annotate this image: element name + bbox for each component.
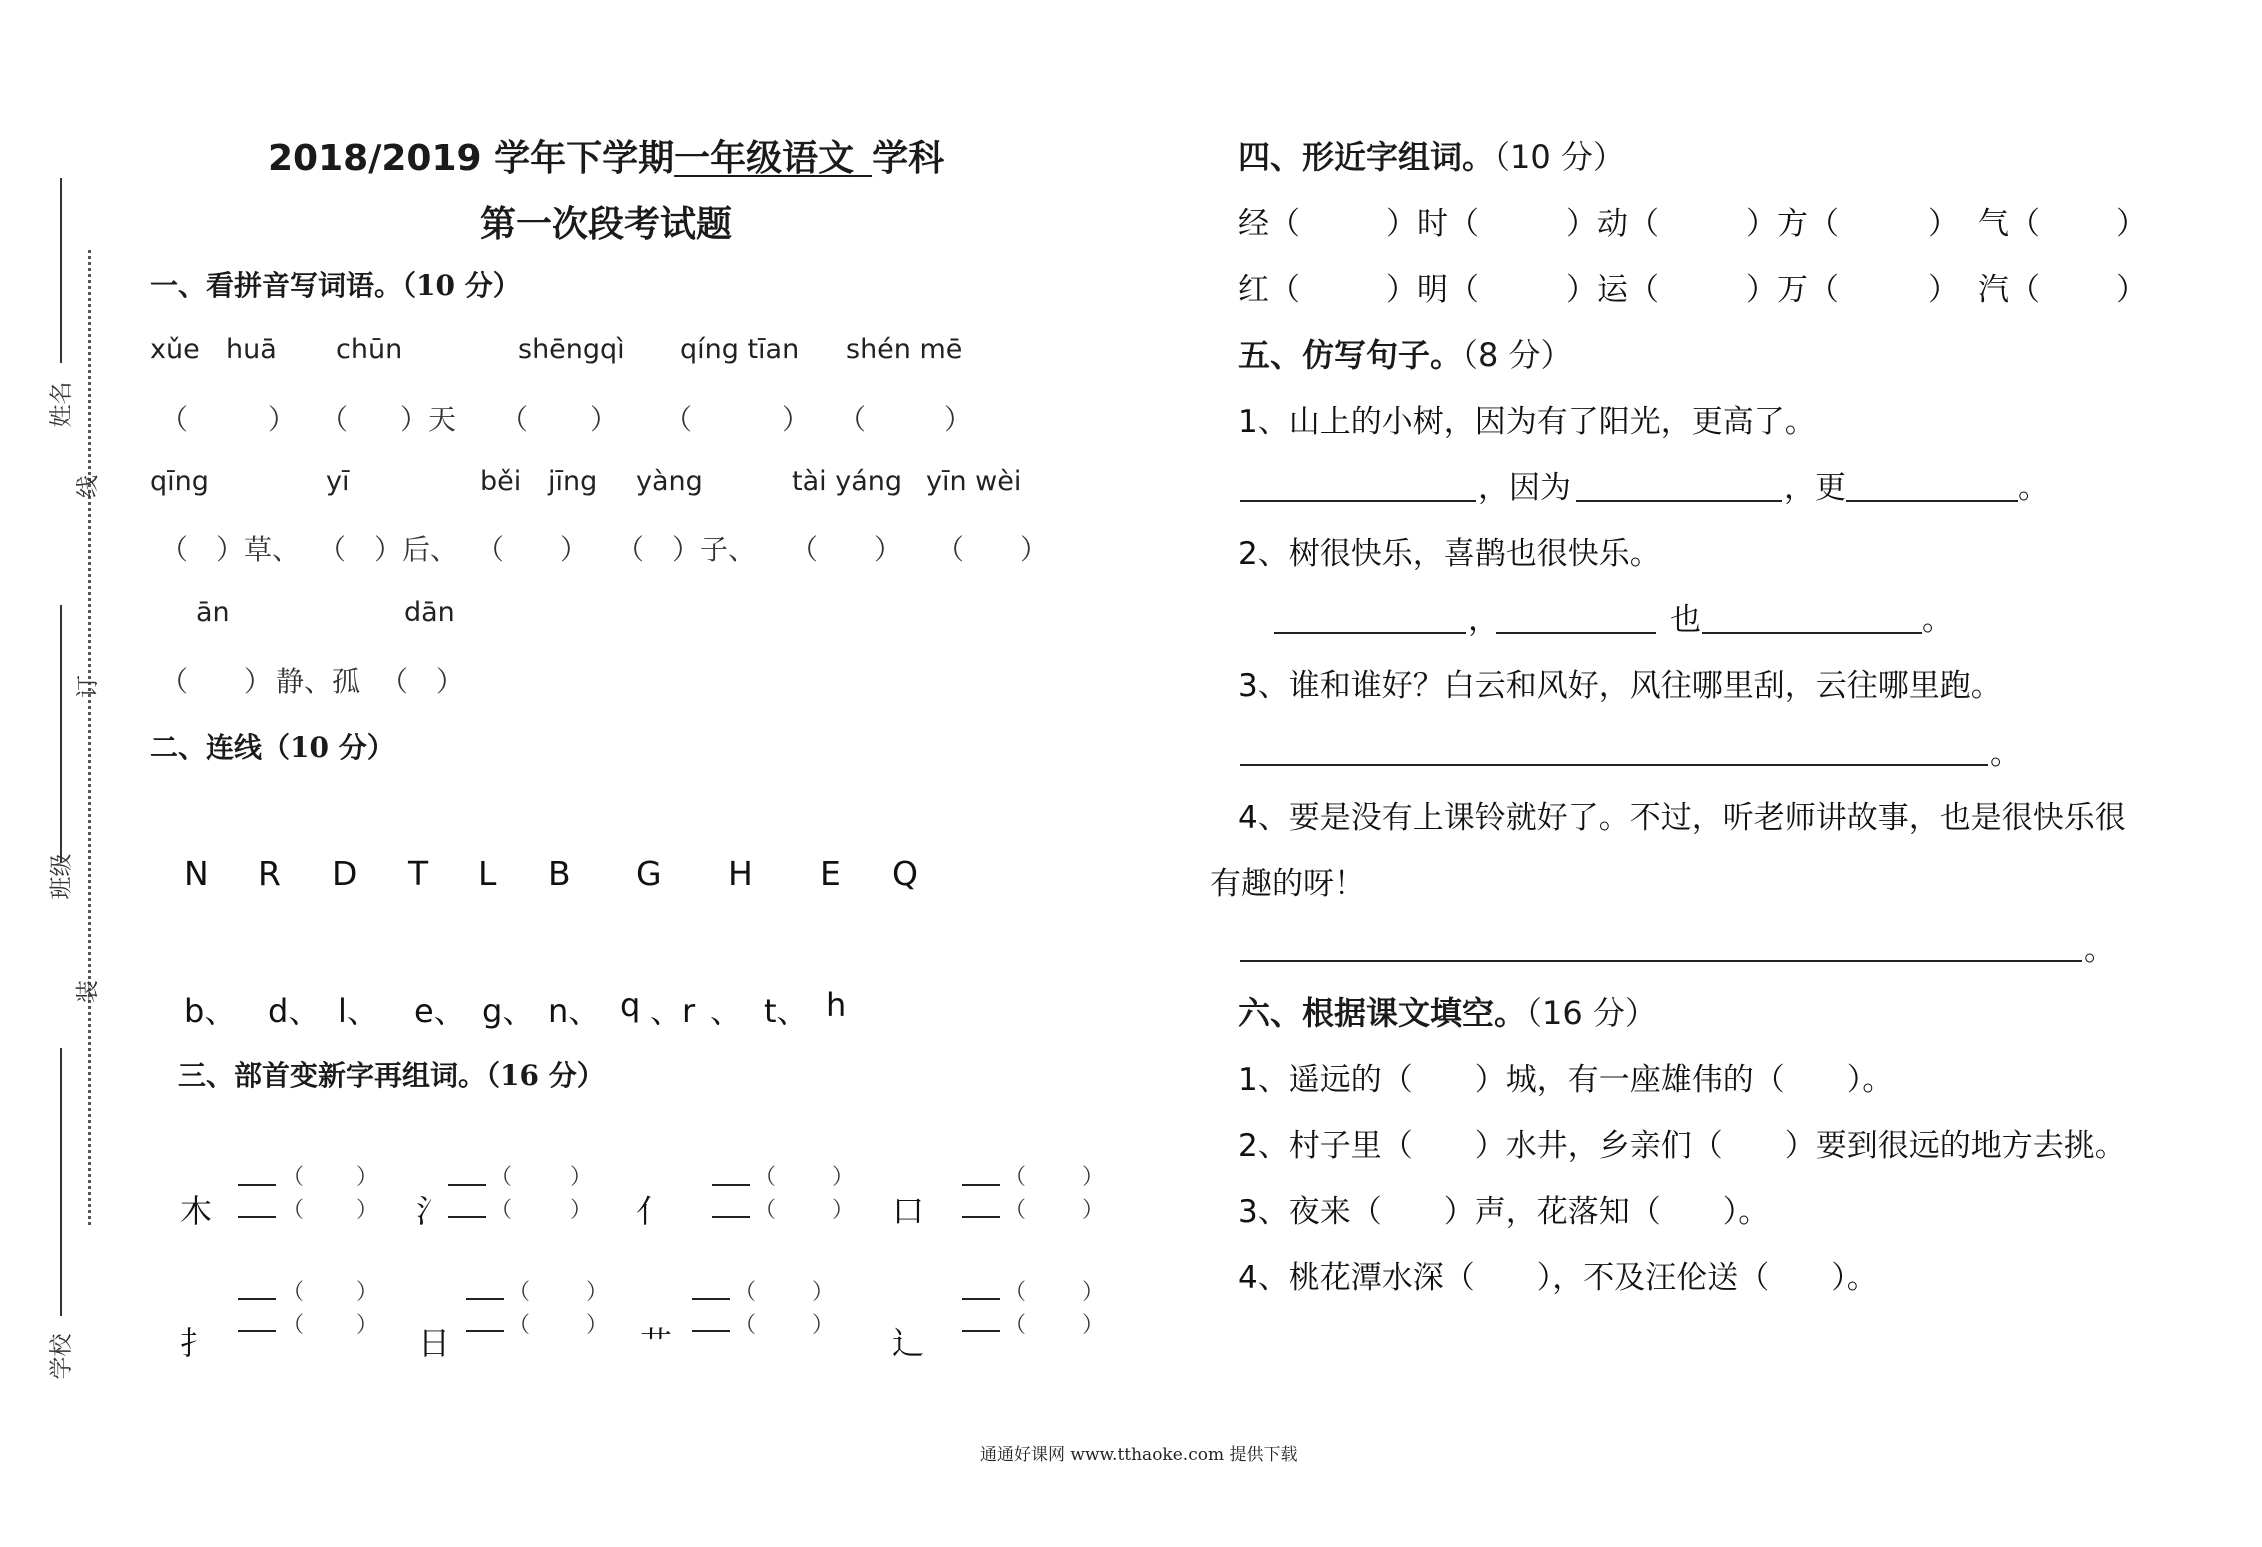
lowercase-letter: l、	[338, 992, 379, 1030]
answer-blank	[962, 1298, 1000, 1300]
uppercase-letter: D	[332, 854, 358, 893]
uppercase-letter: E	[820, 854, 841, 893]
radical: 氵	[416, 1192, 449, 1230]
radical: 日	[418, 1324, 451, 1362]
answer-paren: ）	[1082, 1165, 1105, 1190]
answer-paren: （	[490, 1198, 513, 1223]
exam-subtitle: 第一次段考试题	[480, 204, 733, 245]
answer-paren: ）	[570, 1165, 593, 1190]
answer-paren: （	[282, 1280, 305, 1305]
sentence-fragment: ，更	[1784, 470, 1846, 506]
answer-paren: ）	[832, 1198, 855, 1223]
pinyin: shēngqì	[518, 334, 625, 365]
word-prompt: ）万（	[1746, 272, 1839, 308]
answer-paren: （	[490, 1165, 513, 1190]
answer-blank	[692, 1298, 730, 1300]
word-prompt: ）动（	[1566, 206, 1659, 242]
pinyin: shén mē	[846, 334, 963, 365]
pinyin: huā	[226, 334, 277, 365]
answer-paren: ）	[586, 1280, 609, 1305]
sentence-fragment: ，因为	[1478, 470, 1571, 506]
pinyin: jīng	[548, 466, 598, 497]
answer-fill: （ ）	[790, 533, 903, 566]
pinyin: ān	[196, 597, 230, 628]
answer-fill: （ ）	[160, 665, 273, 698]
section-5-title: 五、仿写句子。	[1238, 336, 1463, 374]
answer-paren: （	[664, 403, 693, 436]
pinyin: qīng	[150, 466, 209, 497]
uppercase-letter: G	[636, 854, 662, 893]
word-prompt: 经（	[1238, 206, 1300, 242]
question-5-2: 2、树很快乐，喜鹊也很快乐。	[1238, 536, 1661, 572]
lowercase-letter: d、	[268, 992, 321, 1030]
pinyin: dān	[404, 597, 455, 628]
margin-class-label: 班级	[48, 853, 75, 900]
section-6-heading	[1238, 988, 1657, 1034]
section-4-points: （10 分）	[1494, 138, 1625, 176]
uppercase-letter: N	[184, 854, 209, 893]
answer-paren: ）	[356, 1198, 379, 1223]
writing-line	[1576, 500, 1782, 502]
answer-paren: （	[1004, 1280, 1027, 1305]
answer-blank	[448, 1184, 486, 1186]
pinyin: běi	[480, 466, 522, 497]
pinyin: yīn wèi	[926, 466, 1022, 497]
pinyin: tài yáng	[792, 466, 902, 497]
sentence-fragment: 。	[2018, 470, 2049, 506]
pinyin: qíng tīan	[680, 334, 800, 365]
answer-paren: （	[500, 403, 529, 436]
pinyin: yī	[326, 466, 350, 497]
answer-blank	[238, 1216, 276, 1218]
word-prompt: ）	[2116, 206, 2147, 242]
uppercase-letter: L	[478, 854, 497, 893]
lowercase-letter: q	[620, 986, 641, 1024]
answer-paren: ）	[356, 1280, 379, 1305]
question-5-4: 4、要是没有上课铃就好了。不过，听老师讲故事，也是很快乐很	[1238, 800, 2126, 836]
margin-name-label: 姓名	[48, 381, 75, 428]
word-prompt: ）	[1928, 206, 1959, 242]
word-prompt: ）方（	[1746, 206, 1839, 242]
section-6-points: （16 分）	[1526, 994, 1657, 1032]
word-prompt: 红（	[1238, 272, 1300, 308]
sentence-fragment: 。	[1922, 602, 1953, 638]
answer-blank	[466, 1330, 504, 1332]
answer-paren: （	[1004, 1165, 1027, 1190]
answer-paren: （	[282, 1198, 305, 1223]
writing-line	[1240, 960, 2082, 962]
answer-fill: （ ）	[936, 533, 1049, 566]
answer-paren: ）	[570, 1198, 593, 1223]
section-5-heading	[1238, 330, 1573, 376]
answer-fill: （ ）子、	[616, 533, 757, 566]
uppercase-letter: B	[548, 854, 571, 893]
answer-paren: （	[734, 1280, 757, 1305]
writing-line	[1240, 500, 1476, 502]
question-6-1: 1、遥远的（ ）城，有一座雄伟的（ ）。	[1238, 1062, 1894, 1098]
exam-title	[268, 130, 944, 181]
word-prompt: 气（	[1978, 206, 2040, 242]
answer-fill: （ ）	[476, 533, 589, 566]
pinyin: chūn	[336, 334, 403, 365]
margin-ding-label: 订	[75, 675, 101, 698]
margin-line	[60, 1048, 62, 1316]
answer-paren: （	[282, 1313, 305, 1338]
answer-blank	[962, 1184, 1000, 1186]
answer-blank	[238, 1298, 276, 1300]
pinyin: yàng	[636, 466, 703, 497]
radical: 艹	[640, 1324, 673, 1362]
answer-blank	[238, 1330, 276, 1332]
answer-paren: ）	[356, 1313, 379, 1338]
sentence-fragment: 。	[1990, 736, 2021, 772]
lowercase-letter: t、	[764, 992, 809, 1030]
answer-paren: （	[754, 1198, 777, 1223]
writing-line	[1496, 632, 1656, 634]
word-prompt: ）	[2116, 272, 2147, 308]
sentence-fragment: ，	[1468, 602, 1499, 638]
answer-paren: ）	[1082, 1198, 1105, 1223]
section-4-title: 四、形近字组词。	[1238, 138, 1495, 176]
section-1-heading: 一、看拼音写词语。（10 分）	[150, 269, 521, 302]
writing-line	[1702, 632, 1922, 634]
margin-school-label: 学校	[48, 1333, 75, 1380]
title-year: 2018/2019 学年下学期	[268, 138, 675, 179]
answer-paren: ）	[782, 403, 811, 436]
answer-paren: ）	[1082, 1313, 1105, 1338]
pinyin: xǔe	[150, 334, 200, 365]
lowercase-letter: h	[826, 986, 847, 1024]
answer-fill: 静、孤	[276, 665, 361, 698]
radical: 辶	[892, 1324, 925, 1362]
section-3-heading: 三、部首变新字再组词。（16 分）	[178, 1059, 605, 1092]
answer-blank	[712, 1216, 750, 1218]
margin-zhuang-label: 装	[75, 980, 101, 1003]
question-5-3: 3、谁和谁好？白云和风好，风往哪里刮，云往哪里跑。	[1238, 668, 2002, 704]
answer-blank	[692, 1330, 730, 1332]
answer-paren: ）	[832, 1165, 855, 1190]
answer-fill: （ ）草、	[160, 533, 301, 566]
sentence-fragment: 也	[1670, 602, 1701, 638]
margin-line	[60, 178, 62, 363]
sentence-fragment: 。	[2084, 932, 2115, 968]
radical: 木	[180, 1192, 213, 1230]
answer-paren: ）	[590, 403, 619, 436]
answer-fill: （ ）	[380, 665, 465, 698]
answer-paren: ）	[944, 403, 973, 436]
answer-paren: （	[838, 403, 867, 436]
lowercase-letter: 、	[710, 992, 743, 1030]
radical: 口	[892, 1192, 925, 1230]
answer-blank	[466, 1298, 504, 1300]
uppercase-letter: Q	[892, 854, 918, 893]
answer-fill: （ ）后、	[318, 533, 459, 566]
lowercase-letter: 、r	[650, 992, 696, 1030]
lowercase-letter: e、	[414, 992, 466, 1030]
question-6-3: 3、夜来（ ）声，花落知（ ）。	[1238, 1194, 1770, 1230]
answer-paren: ）	[586, 1313, 609, 1338]
answer-blank	[962, 1216, 1000, 1218]
answer-paren: （	[508, 1313, 531, 1338]
lowercase-letter: b、	[184, 992, 237, 1030]
answer-blank	[712, 1184, 750, 1186]
answer-paren: ）天	[400, 403, 457, 436]
section-2-heading: 二、连线（10 分）	[150, 731, 395, 764]
lowercase-letter: n、	[548, 992, 601, 1030]
radical: 扌	[180, 1324, 213, 1362]
answer-paren: （	[734, 1313, 757, 1338]
word-prompt: ）	[1928, 272, 1959, 308]
footer-credit: 通通好课网 www.tthaoke.com 提供下载	[980, 1445, 1298, 1465]
answer-paren: （	[508, 1280, 531, 1305]
answer-paren: （	[754, 1165, 777, 1190]
answer-paren: ）	[812, 1313, 835, 1338]
title-grade: 一年级语文	[674, 138, 855, 179]
question-6-2: 2、村子里（ ）水井，乡亲们（ ）要到很远的地方去挑。	[1238, 1128, 2126, 1164]
uppercase-letter: H	[728, 854, 753, 893]
section-5-points: （8 分）	[1462, 336, 1573, 374]
radical: 亻	[636, 1192, 669, 1230]
answer-paren: （	[1004, 1198, 1027, 1223]
word-prompt: ）明（	[1386, 272, 1479, 308]
answer-paren: ）	[268, 403, 297, 436]
writing-line	[1846, 500, 2018, 502]
question-5-4-cont: 有趣的呀！	[1210, 866, 1365, 902]
answer-paren: （	[320, 403, 349, 436]
answer-paren: ）	[1082, 1280, 1105, 1305]
writing-line	[1274, 632, 1466, 634]
answer-paren: ）	[356, 1165, 379, 1190]
word-prompt: ）运（	[1566, 272, 1659, 308]
word-prompt: 汽（	[1978, 272, 2040, 308]
margin-xian-label: 线	[75, 475, 101, 498]
uppercase-letter: T	[408, 854, 429, 893]
question-5-1: 1、山上的小树，因为有了阳光，更高了。	[1238, 404, 1816, 440]
section-6-title: 六、根据课文填空。	[1238, 994, 1527, 1032]
lowercase-letter: g、	[482, 992, 535, 1030]
title-subject: 学科	[872, 138, 945, 179]
answer-paren: （	[282, 1165, 305, 1190]
answer-blank	[448, 1216, 486, 1218]
margin-line	[60, 605, 62, 863]
answer-paren: （	[1004, 1313, 1027, 1338]
question-6-4: 4、桃花潭水深（ ），不及汪伦送（ ）。	[1238, 1260, 1878, 1296]
section-4-heading	[1238, 132, 1625, 178]
writing-line	[1240, 764, 1988, 766]
answer-blank	[962, 1330, 1000, 1332]
uppercase-letter: R	[258, 854, 281, 893]
margin-dotted-line	[88, 250, 91, 1225]
answer-paren: ）	[812, 1280, 835, 1305]
word-prompt: ）时（	[1386, 206, 1479, 242]
answer-paren: （	[160, 403, 189, 436]
answer-blank	[238, 1184, 276, 1186]
